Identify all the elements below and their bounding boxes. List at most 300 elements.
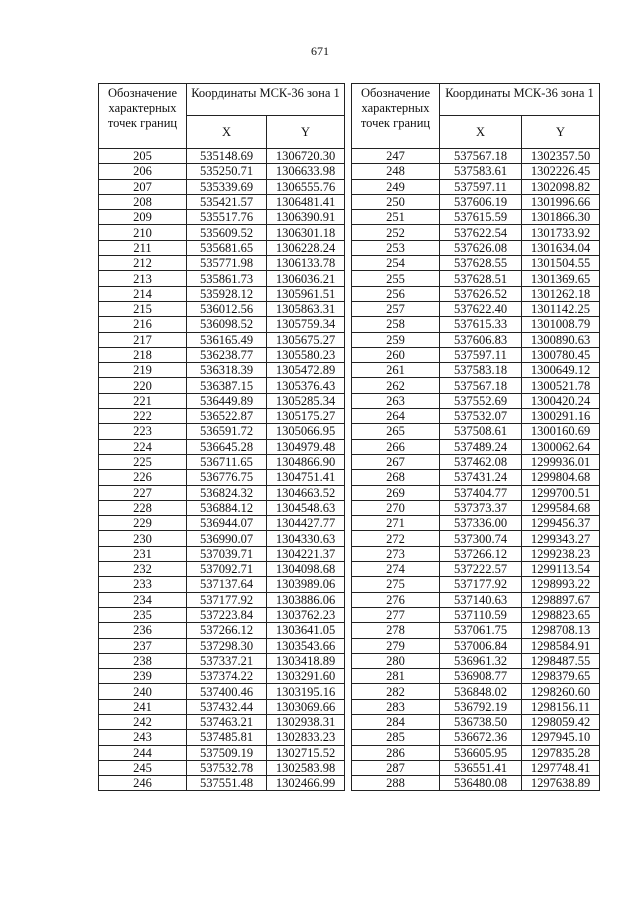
x-coordinate-cell: 537508.61 xyxy=(440,424,522,439)
y-coordinate-cell: 1302938.31 xyxy=(267,714,345,729)
table-row xyxy=(352,607,600,622)
point-number-cell: 219 xyxy=(99,363,187,378)
point-number-cell: 243 xyxy=(99,730,187,745)
y-coordinate-cell: 1303069.66 xyxy=(267,699,345,714)
x-coordinate-cell: 535861.73 xyxy=(187,271,267,286)
y-coordinate-cell: 1306633.98 xyxy=(267,164,345,179)
y-coordinate-cell: 1306555.76 xyxy=(267,179,345,194)
table-row xyxy=(352,393,600,408)
point-number-cell: 261 xyxy=(352,363,440,378)
point-number-cell: 264 xyxy=(352,409,440,424)
coordinates-table-left xyxy=(98,83,345,791)
point-number-cell: 254 xyxy=(352,256,440,271)
y-coordinate-cell: 1303543.66 xyxy=(267,638,345,653)
table-row xyxy=(352,286,600,301)
x-coordinate-cell: 537400.46 xyxy=(187,684,267,699)
y-coordinate-cell: 1304548.63 xyxy=(267,500,345,515)
x-coordinate-cell: 537532.07 xyxy=(440,409,522,424)
y-coordinate-cell: 1304330.63 xyxy=(267,531,345,546)
x-coordinate-cell: 536944.07 xyxy=(187,516,267,531)
point-number-cell: 288 xyxy=(352,776,440,791)
x-coordinate-cell: 537606.83 xyxy=(440,332,522,347)
point-number-cell: 226 xyxy=(99,470,187,485)
y-coordinate-cell: 1304221.37 xyxy=(267,546,345,561)
point-number-cell: 271 xyxy=(352,516,440,531)
y-coordinate-cell: 1302715.52 xyxy=(267,745,345,760)
x-coordinate-cell: 537485.81 xyxy=(187,730,267,745)
y-coordinate-cell: 1298059.42 xyxy=(522,714,600,729)
x-coordinate-cell: 536591.72 xyxy=(187,424,267,439)
point-number-cell: 206 xyxy=(99,164,187,179)
x-coordinate-cell: 537552.69 xyxy=(440,393,522,408)
x-coordinate-cell: 535771.98 xyxy=(187,256,267,271)
x-coordinate-cell: 537597.11 xyxy=(440,347,522,362)
point-number-cell: 211 xyxy=(99,240,187,255)
y-coordinate-cell: 1305580.23 xyxy=(267,347,345,362)
y-coordinate-cell: 1301262.18 xyxy=(522,286,600,301)
point-number-cell: 241 xyxy=(99,699,187,714)
x-coordinate-cell: 536098.52 xyxy=(187,317,267,332)
table-row xyxy=(352,347,600,362)
y-coordinate-cell: 1302357.50 xyxy=(522,149,600,164)
point-number-cell: 234 xyxy=(99,592,187,607)
table-row xyxy=(352,317,600,332)
y-coordinate-cell: 1303291.60 xyxy=(267,669,345,684)
x-column-header: X xyxy=(440,116,522,149)
table-row xyxy=(99,210,345,225)
y-coordinate-cell: 1299238.23 xyxy=(522,546,600,561)
y-coordinate-cell: 1306481.41 xyxy=(267,194,345,209)
table-row xyxy=(99,454,345,469)
point-number-cell: 276 xyxy=(352,592,440,607)
table-row xyxy=(99,424,345,439)
point-number-cell: 209 xyxy=(99,210,187,225)
y-coordinate-cell: 1303641.05 xyxy=(267,623,345,638)
point-number-cell: 225 xyxy=(99,454,187,469)
point-number-cell: 251 xyxy=(352,210,440,225)
x-coordinate-cell: 537606.19 xyxy=(440,194,522,209)
point-number-cell: 258 xyxy=(352,317,440,332)
point-number-cell: 260 xyxy=(352,347,440,362)
x-coordinate-cell: 537298.30 xyxy=(187,638,267,653)
table-row xyxy=(99,271,345,286)
x-coordinate-cell: 537300.74 xyxy=(440,531,522,546)
y-coordinate-cell: 1302466.99 xyxy=(267,776,345,791)
x-coordinate-cell: 537567.18 xyxy=(440,378,522,393)
y-coordinate-cell: 1305472.89 xyxy=(267,363,345,378)
point-number-cell: 273 xyxy=(352,546,440,561)
table-row xyxy=(352,194,600,209)
x-coordinate-cell: 536605.95 xyxy=(440,745,522,760)
y-coordinate-cell: 1300521.78 xyxy=(522,378,600,393)
y-coordinate-cell: 1303418.89 xyxy=(267,653,345,668)
table-row xyxy=(352,179,600,194)
table-row xyxy=(99,516,345,531)
y-coordinate-cell: 1301504.55 xyxy=(522,256,600,271)
y-coordinate-cell: 1297638.89 xyxy=(522,776,600,791)
y-coordinate-cell: 1306036.21 xyxy=(267,271,345,286)
x-coordinate-cell: 537622.40 xyxy=(440,301,522,316)
table-body-right xyxy=(352,149,600,791)
point-number-cell: 239 xyxy=(99,669,187,684)
x-coordinate-cell: 537628.55 xyxy=(440,256,522,271)
table-row xyxy=(99,378,345,393)
table-row xyxy=(99,653,345,668)
point-number-cell: 275 xyxy=(352,577,440,592)
point-number-cell: 240 xyxy=(99,684,187,699)
x-coordinate-cell: 536522.87 xyxy=(187,409,267,424)
x-coordinate-cell: 537177.92 xyxy=(187,592,267,607)
x-coordinate-cell: 537622.54 xyxy=(440,225,522,240)
table-row xyxy=(352,531,600,546)
table-row xyxy=(99,730,345,745)
point-number-cell: 249 xyxy=(352,179,440,194)
y-coordinate-cell: 1298823.65 xyxy=(522,607,600,622)
point-number-cell: 244 xyxy=(99,745,187,760)
table-row xyxy=(99,546,345,561)
table-row xyxy=(352,240,600,255)
point-number-cell: 213 xyxy=(99,271,187,286)
point-number-cell: 212 xyxy=(99,256,187,271)
point-number-cell: 278 xyxy=(352,623,440,638)
y-coordinate-cell: 1297835.28 xyxy=(522,745,600,760)
y-coordinate-cell: 1299584.68 xyxy=(522,500,600,515)
x-coordinate-cell: 536884.12 xyxy=(187,500,267,515)
table-row xyxy=(352,271,600,286)
x-coordinate-cell: 537006.84 xyxy=(440,638,522,653)
y-coordinate-cell: 1298897.67 xyxy=(522,592,600,607)
point-number-cell: 285 xyxy=(352,730,440,745)
y-column-header: Y xyxy=(522,116,600,149)
table-row xyxy=(99,592,345,607)
y-coordinate-cell: 1298708.13 xyxy=(522,623,600,638)
point-number-cell: 263 xyxy=(352,393,440,408)
y-coordinate-cell: 1305863.31 xyxy=(267,301,345,316)
table-row xyxy=(352,409,600,424)
y-coordinate-cell: 1298260.60 xyxy=(522,684,600,699)
y-coordinate-cell: 1305376.43 xyxy=(267,378,345,393)
y-coordinate-cell: 1297748.41 xyxy=(522,760,600,775)
y-coordinate-cell: 1300420.24 xyxy=(522,393,600,408)
point-number-cell: 248 xyxy=(352,164,440,179)
point-number-cell: 284 xyxy=(352,714,440,729)
x-column-header: X xyxy=(187,116,267,149)
table-row xyxy=(99,562,345,577)
y-coordinate-cell: 1302098.82 xyxy=(522,179,600,194)
point-number-cell: 238 xyxy=(99,653,187,668)
point-number-cell: 282 xyxy=(352,684,440,699)
table-row xyxy=(352,470,600,485)
y-coordinate-cell: 1299113.54 xyxy=(522,562,600,577)
x-coordinate-cell: 537489.24 xyxy=(440,439,522,454)
y-coordinate-cell: 1301996.66 xyxy=(522,194,600,209)
table-row xyxy=(352,592,600,607)
table-row xyxy=(99,301,345,316)
y-coordinate-cell: 1301634.04 xyxy=(522,240,600,255)
point-number-cell: 256 xyxy=(352,286,440,301)
x-coordinate-cell: 537140.63 xyxy=(440,592,522,607)
y-coordinate-cell: 1304427.77 xyxy=(267,516,345,531)
point-number-cell: 246 xyxy=(99,776,187,791)
y-column-header: Y xyxy=(267,116,345,149)
point-number-cell: 224 xyxy=(99,439,187,454)
point-number-cell: 210 xyxy=(99,225,187,240)
point-number-cell: 215 xyxy=(99,301,187,316)
table-row xyxy=(99,745,345,760)
table-row xyxy=(352,164,600,179)
y-coordinate-cell: 1304979.48 xyxy=(267,439,345,454)
point-number-cell: 283 xyxy=(352,699,440,714)
coordinates-table-right xyxy=(351,83,600,791)
x-coordinate-cell: 536908.77 xyxy=(440,669,522,684)
y-coordinate-cell: 1299343.27 xyxy=(522,531,600,546)
table-row xyxy=(99,669,345,684)
table-row xyxy=(99,194,345,209)
y-coordinate-cell: 1298487.55 xyxy=(522,653,600,668)
x-coordinate-cell: 537337.21 xyxy=(187,653,267,668)
table-row xyxy=(99,760,345,775)
point-number-cell: 216 xyxy=(99,317,187,332)
point-number-cell: 217 xyxy=(99,332,187,347)
y-coordinate-cell: 1298584.91 xyxy=(522,638,600,653)
x-coordinate-cell: 537177.92 xyxy=(440,577,522,592)
x-coordinate-cell: 536792.19 xyxy=(440,699,522,714)
table-row xyxy=(352,363,600,378)
x-coordinate-cell: 535148.69 xyxy=(187,149,267,164)
x-coordinate-cell: 536012.56 xyxy=(187,301,267,316)
x-coordinate-cell: 537532.78 xyxy=(187,760,267,775)
table-row xyxy=(99,531,345,546)
y-coordinate-cell: 1301733.92 xyxy=(522,225,600,240)
table-row xyxy=(352,638,600,653)
table-row xyxy=(352,760,600,775)
y-coordinate-cell: 1305175.27 xyxy=(267,409,345,424)
table-row xyxy=(99,149,345,164)
y-coordinate-cell: 1301369.65 xyxy=(522,271,600,286)
x-coordinate-cell: 535421.57 xyxy=(187,194,267,209)
x-coordinate-cell: 537626.08 xyxy=(440,240,522,255)
x-coordinate-cell: 537615.59 xyxy=(440,210,522,225)
x-coordinate-cell: 537597.11 xyxy=(440,179,522,194)
x-coordinate-cell: 535609.52 xyxy=(187,225,267,240)
table-row xyxy=(99,684,345,699)
table-row xyxy=(352,256,600,271)
x-coordinate-cell: 537463.21 xyxy=(187,714,267,729)
point-number-cell: 223 xyxy=(99,424,187,439)
x-coordinate-cell: 537374.22 xyxy=(187,669,267,684)
table-row xyxy=(352,653,600,668)
x-coordinate-cell: 537583.61 xyxy=(440,164,522,179)
table-row xyxy=(352,454,600,469)
table-row xyxy=(352,562,600,577)
point-number-cell: 266 xyxy=(352,439,440,454)
y-coordinate-cell: 1303886.06 xyxy=(267,592,345,607)
y-coordinate-cell: 1301008.79 xyxy=(522,317,600,332)
x-coordinate-cell: 537432.44 xyxy=(187,699,267,714)
y-coordinate-cell: 1300160.69 xyxy=(522,424,600,439)
point-number-cell: 221 xyxy=(99,393,187,408)
x-coordinate-cell: 535517.76 xyxy=(187,210,267,225)
table-row xyxy=(352,424,600,439)
point-number-cell: 228 xyxy=(99,500,187,515)
y-coordinate-cell: 1301142.25 xyxy=(522,301,600,316)
y-coordinate-cell: 1305961.51 xyxy=(267,286,345,301)
coordinates-system-header: Координаты МСК-36 зона 1 xyxy=(187,84,345,116)
x-coordinate-cell: 537462.08 xyxy=(440,454,522,469)
table-row xyxy=(352,684,600,699)
x-coordinate-cell: 537222.57 xyxy=(440,562,522,577)
table-row xyxy=(352,149,600,164)
y-coordinate-cell: 1299936.01 xyxy=(522,454,600,469)
x-coordinate-cell: 536238.77 xyxy=(187,347,267,362)
table-row xyxy=(99,714,345,729)
point-number-cell: 222 xyxy=(99,409,187,424)
x-coordinate-cell: 537567.18 xyxy=(440,149,522,164)
point-number-cell: 214 xyxy=(99,286,187,301)
x-coordinate-cell: 537373.37 xyxy=(440,500,522,515)
y-coordinate-cell: 1303195.16 xyxy=(267,684,345,699)
table-row xyxy=(99,699,345,714)
point-number-cell: 265 xyxy=(352,424,440,439)
x-coordinate-cell: 537223.84 xyxy=(187,607,267,622)
table-row xyxy=(352,714,600,729)
point-number-cell: 235 xyxy=(99,607,187,622)
table-row xyxy=(352,745,600,760)
x-coordinate-cell: 537039.71 xyxy=(187,546,267,561)
y-coordinate-cell: 1300062.64 xyxy=(522,439,600,454)
point-number-cell: 287 xyxy=(352,760,440,775)
y-coordinate-cell: 1306133.78 xyxy=(267,256,345,271)
table-row xyxy=(352,439,600,454)
point-number-cell: 236 xyxy=(99,623,187,638)
point-number-cell: 281 xyxy=(352,669,440,684)
table-row xyxy=(352,730,600,745)
x-coordinate-cell: 536551.41 xyxy=(440,760,522,775)
y-coordinate-cell: 1302583.98 xyxy=(267,760,345,775)
point-number-cell: 268 xyxy=(352,470,440,485)
y-coordinate-cell: 1305066.95 xyxy=(267,424,345,439)
table-row xyxy=(99,347,345,362)
table-row xyxy=(99,393,345,408)
x-coordinate-cell: 537626.52 xyxy=(440,286,522,301)
table-row xyxy=(99,225,345,240)
table-row xyxy=(352,516,600,531)
table-row xyxy=(352,210,600,225)
table-row xyxy=(352,301,600,316)
table-row xyxy=(99,577,345,592)
x-coordinate-cell: 535681.65 xyxy=(187,240,267,255)
point-number-cell: 253 xyxy=(352,240,440,255)
table-row xyxy=(99,623,345,638)
point-number-cell: 252 xyxy=(352,225,440,240)
point-number-cell: 220 xyxy=(99,378,187,393)
table-row xyxy=(99,439,345,454)
y-coordinate-cell: 1305675.27 xyxy=(267,332,345,347)
y-coordinate-cell: 1304751.41 xyxy=(267,470,345,485)
coordinates-system-header: Координаты МСК-36 зона 1 xyxy=(440,84,600,116)
y-coordinate-cell: 1300890.63 xyxy=(522,332,600,347)
x-coordinate-cell: 536738.50 xyxy=(440,714,522,729)
x-coordinate-cell: 537266.12 xyxy=(440,546,522,561)
point-number-cell: 218 xyxy=(99,347,187,362)
y-coordinate-cell: 1306390.91 xyxy=(267,210,345,225)
y-coordinate-cell: 1302226.45 xyxy=(522,164,600,179)
y-coordinate-cell: 1300649.12 xyxy=(522,363,600,378)
y-coordinate-cell: 1300291.16 xyxy=(522,409,600,424)
table-row xyxy=(352,378,600,393)
x-coordinate-cell: 537431.24 xyxy=(440,470,522,485)
point-number-cell: 262 xyxy=(352,378,440,393)
x-coordinate-cell: 535928.12 xyxy=(187,286,267,301)
point-number-cell: 230 xyxy=(99,531,187,546)
point-number-cell: 205 xyxy=(99,149,187,164)
point-number-cell: 237 xyxy=(99,638,187,653)
x-coordinate-cell: 537336.00 xyxy=(440,516,522,531)
x-coordinate-cell: 535250.71 xyxy=(187,164,267,179)
x-coordinate-cell: 537404.77 xyxy=(440,485,522,500)
point-number-cell: 231 xyxy=(99,546,187,561)
point-number-cell: 270 xyxy=(352,500,440,515)
y-coordinate-cell: 1304866.90 xyxy=(267,454,345,469)
x-coordinate-cell: 537092.71 xyxy=(187,562,267,577)
y-coordinate-cell: 1299456.37 xyxy=(522,516,600,531)
x-coordinate-cell: 537583.18 xyxy=(440,363,522,378)
point-number-cell: 277 xyxy=(352,607,440,622)
point-number-cell: 279 xyxy=(352,638,440,653)
x-coordinate-cell: 537061.75 xyxy=(440,623,522,638)
point-number-cell: 233 xyxy=(99,577,187,592)
x-coordinate-cell: 537509.19 xyxy=(187,745,267,760)
y-coordinate-cell: 1299804.68 xyxy=(522,470,600,485)
x-coordinate-cell: 536645.28 xyxy=(187,439,267,454)
y-coordinate-cell: 1303989.06 xyxy=(267,577,345,592)
page-number: 671 xyxy=(311,44,329,58)
y-coordinate-cell: 1298993.22 xyxy=(522,577,600,592)
point-number-cell: 242 xyxy=(99,714,187,729)
x-coordinate-cell: 536848.02 xyxy=(440,684,522,699)
table-row xyxy=(352,669,600,684)
table-row xyxy=(99,409,345,424)
y-coordinate-cell: 1306301.18 xyxy=(267,225,345,240)
x-coordinate-cell: 537137.64 xyxy=(187,577,267,592)
table-row xyxy=(352,485,600,500)
x-coordinate-cell: 537628.51 xyxy=(440,271,522,286)
table-row xyxy=(99,317,345,332)
x-coordinate-cell: 536449.89 xyxy=(187,393,267,408)
x-coordinate-cell: 535339.69 xyxy=(187,179,267,194)
table-row xyxy=(99,607,345,622)
point-number-cell: 274 xyxy=(352,562,440,577)
point-number-cell: 207 xyxy=(99,179,187,194)
y-coordinate-cell: 1304663.52 xyxy=(267,485,345,500)
table-row xyxy=(352,577,600,592)
y-coordinate-cell: 1297945.10 xyxy=(522,730,600,745)
y-coordinate-cell: 1306720.30 xyxy=(267,149,345,164)
table-row xyxy=(352,699,600,714)
table-row xyxy=(99,164,345,179)
x-coordinate-cell: 536165.49 xyxy=(187,332,267,347)
x-coordinate-cell: 536387.15 xyxy=(187,378,267,393)
point-number-cell: 227 xyxy=(99,485,187,500)
y-coordinate-cell: 1298379.65 xyxy=(522,669,600,684)
table-row xyxy=(99,776,345,791)
x-coordinate-cell: 536480.08 xyxy=(440,776,522,791)
point-number-cell: 255 xyxy=(352,271,440,286)
table-row xyxy=(99,470,345,485)
x-coordinate-cell: 536961.32 xyxy=(440,653,522,668)
table-row xyxy=(352,776,600,791)
table-row xyxy=(99,179,345,194)
